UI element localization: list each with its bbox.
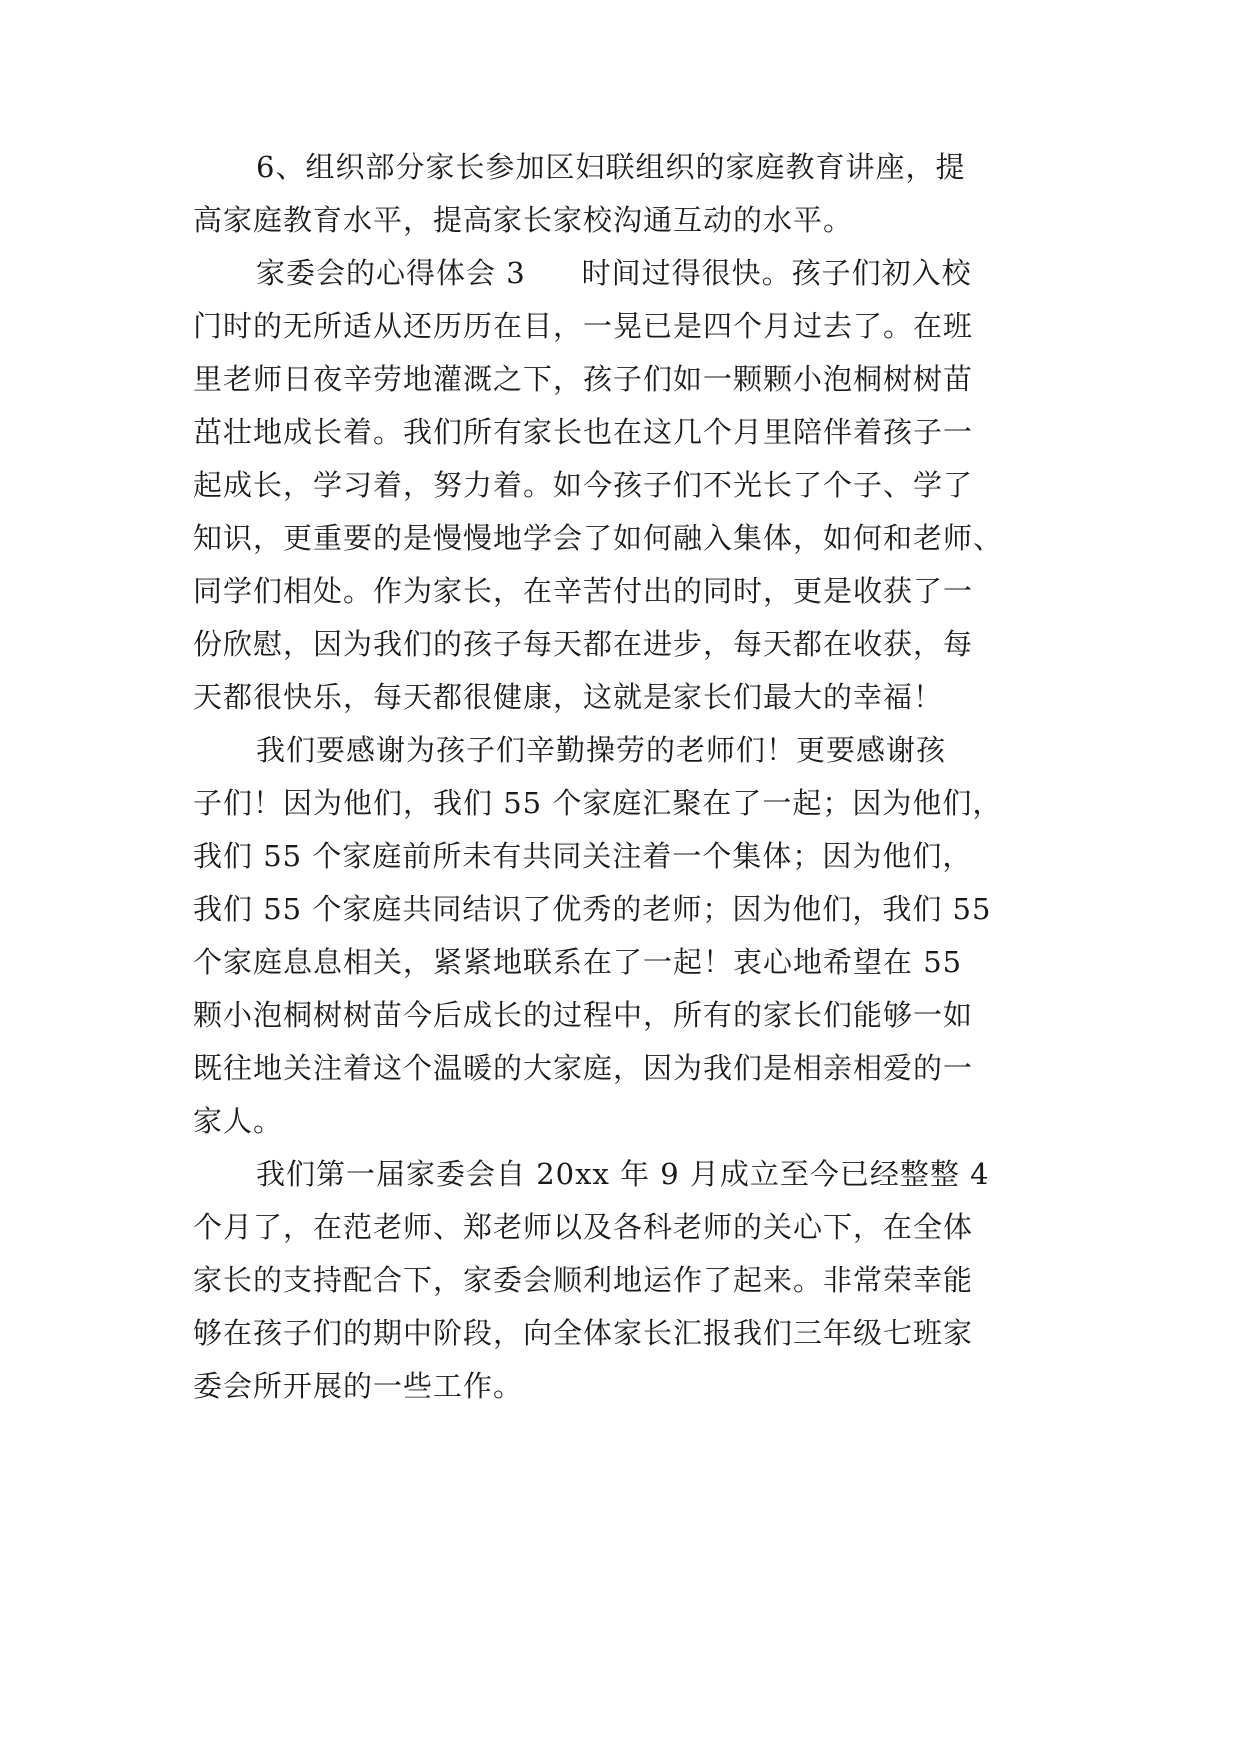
text-line: 份欣慰，因为我们的孩子每天都在进步，每天都在收获，每 (193, 627, 974, 661)
text-line: 子们！因为他们，我们 55 个家庭汇聚在了一起；因为他们， (193, 786, 1003, 820)
text-line: 6、组织部分家长参加区妇联组织的家庭教育讲座，提 (256, 150, 966, 184)
text-line: 我们第一届家委会自 20xx 年 9 月成立至今已经整整 4 (256, 1157, 990, 1191)
text-line: 茁壮地成长着。我们所有家长也在这几个月里陪伴着孩子一 (193, 415, 974, 449)
text-line: 个月了，在范老师、郑老师以及各科老师的关心下，在全体 (193, 1210, 974, 1244)
text-line: 家长的支持配合下，家委会顺利地运作了起来。非常荣幸能 (193, 1263, 974, 1297)
text-line: 天都很快乐，每天都很健康，这就是家长们最大的幸福！ (193, 680, 944, 714)
text-line: 知识，更重要的是慢慢地学会了如何融入集体，如何和老师、 (193, 521, 1004, 555)
text-line: 既往地关注着这个温暖的大家庭，因为我们是相亲相爱的一 (193, 1051, 974, 1085)
text-line: 够在孩子们的期中阶段，向全体家长汇报我们三年级七班家 (193, 1316, 974, 1350)
text-line: 门时的无所适从还历历在目，一晃已是四个月过去了。在班 (193, 309, 974, 343)
text-line: 颗小泡桐树树苗今后成长的过程中，所有的家长们能够一如 (193, 998, 974, 1032)
text-line: 个家庭息息相关，紧紧地联系在了一起！衷心地希望在 55 (193, 945, 963, 979)
text-line: 同学们相处。作为家长，在辛苦付出的同时，更是收获了一 (193, 574, 974, 608)
text-line: 高家庭教育水平，提高家长家校沟通互动的水平。 (193, 203, 854, 237)
text-line: 家人。 (193, 1104, 284, 1138)
text-line: 我们 55 个家庭前所未有共同关注着一个集体；因为他们， (193, 839, 973, 873)
text-line: 委会所开展的一些工作。 (193, 1369, 524, 1403)
text-line: 我们 55 个家庭共同结识了优秀的老师；因为他们，我们 55 (193, 892, 992, 926)
section-heading: 家委会的心得体会 3 (256, 256, 526, 290)
text-line: 里老师日夜辛劳地灌溉之下，孩子们如一颗颗小泡桐树树苗 (193, 362, 974, 396)
text-line: 起成长，学习着，努力着。如今孩子们不光长了个子、学了 (193, 468, 974, 502)
text-line: 我们要感谢为孩子们辛勤操劳的老师们！更要感谢孩 (256, 733, 947, 767)
section-heading-line (256, 253, 972, 293)
text-line: 时间过得很快。孩子们初入校 (581, 256, 972, 290)
